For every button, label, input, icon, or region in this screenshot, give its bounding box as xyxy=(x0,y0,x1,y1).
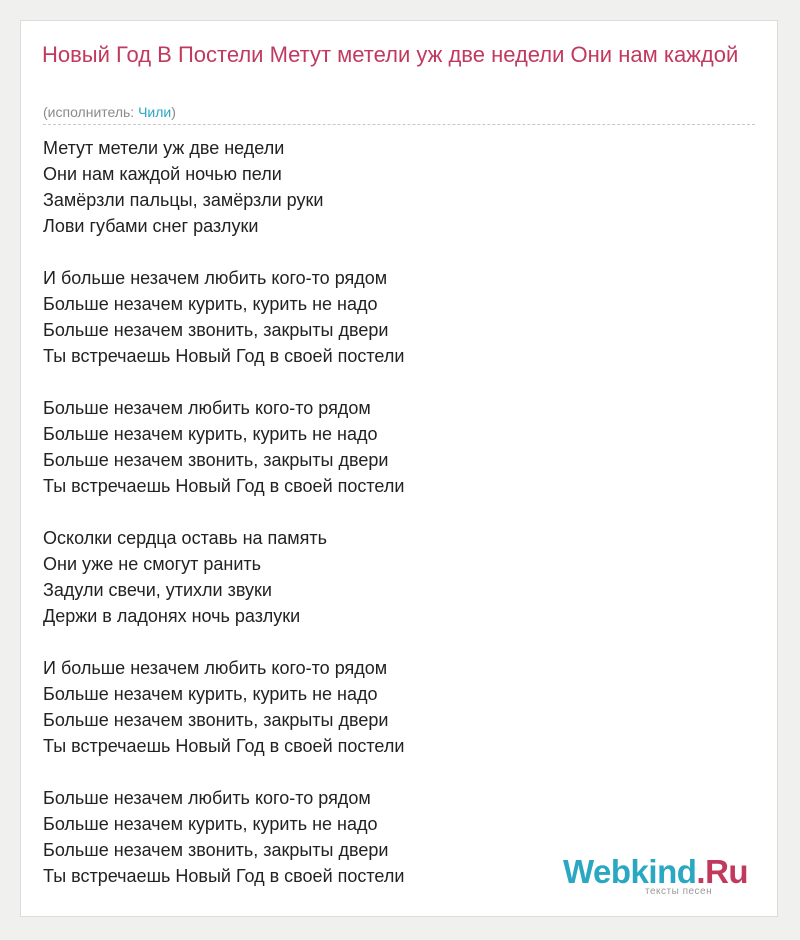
lyric-line: Ты встречаешь Новый Год в своей постели xyxy=(43,736,405,756)
dashed-divider xyxy=(43,124,755,125)
lyric-line: И больше незачем любить кого-то рядом xyxy=(43,268,388,288)
logo-tagline: тексты песен xyxy=(645,886,713,897)
stanza xyxy=(43,265,743,369)
logo-brand: Webkind xyxy=(563,853,697,890)
logo-wordmark xyxy=(563,855,763,889)
lyric-line: Больше незачем курить, курить не надо xyxy=(43,294,378,314)
performer-line xyxy=(43,103,176,121)
performer-prefix: (исполнитель: xyxy=(43,104,139,120)
lyric-line: Ты встречаешь Новый Год в своей постели xyxy=(43,476,405,496)
page-title: Новый Год В Постели Метут метели уж две недели Они нам каждой xyxy=(42,42,739,67)
stanza xyxy=(43,395,743,499)
lyric-line: Больше незачем звонить, закрыты двери xyxy=(43,840,389,860)
lyric-line: Больше незачем курить, курить не надо xyxy=(43,684,378,704)
lyric-line: Держи в ладонях ночь разлуки xyxy=(43,606,301,626)
lyrics-body xyxy=(43,135,743,915)
lyric-line: Они нам каждой ночью пели xyxy=(43,164,282,184)
stanza xyxy=(43,135,743,239)
lyric-line: Больше незачем курить, курить не надо xyxy=(43,814,378,834)
webkind-logo[interactable] xyxy=(563,855,763,901)
lyric-line: Больше незачем звонить, закрыты двери xyxy=(43,320,389,340)
lyric-line: Лови губами снег разлуки xyxy=(43,216,259,236)
lyric-line: Больше незачем звонить, закрыты двери xyxy=(43,450,389,470)
lyrics-card xyxy=(20,20,778,917)
logo-tld: .Ru xyxy=(696,853,749,890)
stanza xyxy=(43,655,743,759)
lyric-line: Больше незачем любить кого-то рядом xyxy=(43,788,371,808)
lyric-line: Метут метели уж две недели xyxy=(43,138,285,158)
performer-suffix: ) xyxy=(171,104,176,120)
lyric-line: Ты встречаешь Новый Год в своей постели xyxy=(43,346,405,366)
lyric-line: Больше незачем курить, курить не надо xyxy=(43,424,378,444)
lyric-line: Замёрзли пальцы, замёрзли руки xyxy=(43,190,324,210)
lyric-line: Они уже не смогут ранить xyxy=(43,554,262,574)
lyric-line: Осколки сердца оставь на память xyxy=(43,528,328,548)
lyric-line: И больше незачем любить кого-то рядом xyxy=(43,658,388,678)
stanza xyxy=(43,525,743,629)
lyric-line: Задули свечи, утихли звуки xyxy=(43,580,272,600)
lyric-line: Больше незачем звонить, закрыты двери xyxy=(43,710,389,730)
lyric-line: Больше незачем любить кого-то рядом xyxy=(43,398,371,418)
lyric-line: Ты встречаешь Новый Год в своей постели xyxy=(43,866,405,886)
performer-link[interactable]: Чили xyxy=(138,104,172,120)
